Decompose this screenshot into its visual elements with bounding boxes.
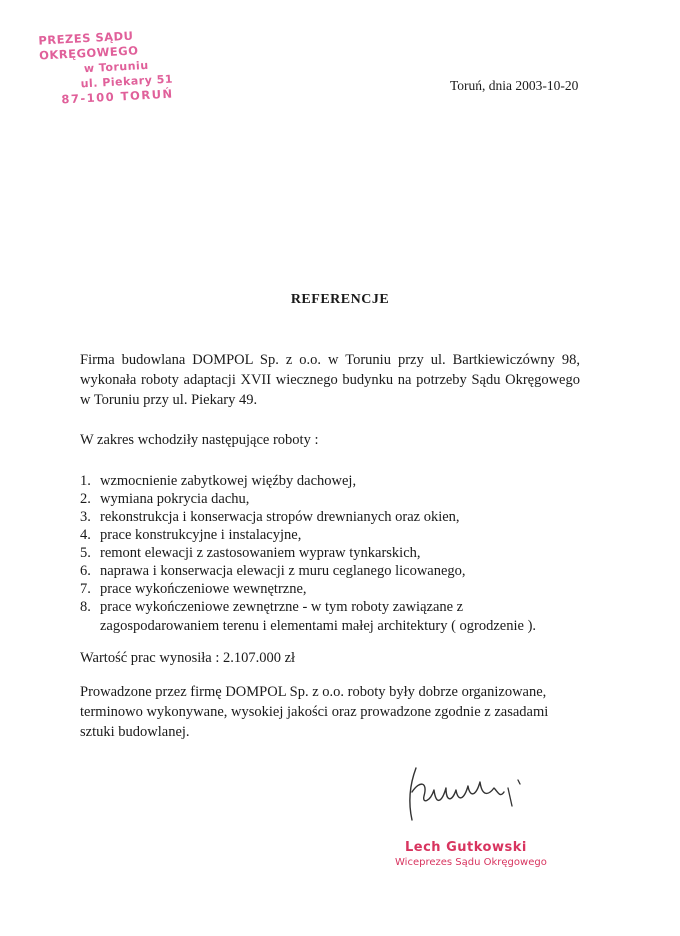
list-item — [80, 526, 580, 544]
list-item-text: wymiana pokrycia dachu, — [100, 491, 250, 507]
list-item-number: 2. — [80, 491, 91, 507]
letter-date: Toruń, dnia 2003-10-20 — [450, 78, 579, 93]
list-item-number: 8. — [80, 599, 91, 615]
signatory-name: Lech Gutkowski — [405, 840, 527, 855]
stamp-line-4: 87-100 TORUŃ — [61, 86, 174, 107]
signatory-role: Wiceprezes Sądu Okręgowego — [395, 857, 547, 868]
list-item — [80, 490, 580, 508]
letter-title: REFERENCJE — [290, 292, 390, 307]
list-item-text: naprawa i konserwacja elewacji z muru ceglanego licowanego, — [100, 563, 466, 579]
list-item-text: prace wykończeniowe zewnętrzne - w tym roboty zawiązane z — [100, 599, 464, 615]
stamp-line-1: PREZES SĄDU OKRĘGOWEGO — [37, 28, 139, 63]
works-list — [80, 472, 580, 636]
signatory-stamp — [395, 840, 565, 868]
intro-paragraph: Firma budowlana DOMPOL Sp. z o.o. w Toruniu przy ul. Bartkiewiczówny 98, wykonała roboty adaptacji XVII wiecznego budynku na potrzeby Sądu Okręgowego w Toruniu przy ul. Piekary 49. — [80, 352, 580, 408]
list-item-number: 1. — [80, 473, 91, 489]
list-item-number: 7. — [80, 581, 91, 597]
list-item-number: 4. — [80, 527, 91, 543]
scope-paragraph: W zakres wchodziły następujące roboty : — [80, 432, 319, 448]
list-item-number: 5. — [80, 545, 91, 561]
list-item-text: wzmocnienie zabytkowej więźby dachowej, — [100, 473, 357, 489]
list-item-text: rekonstrukcja i konserwacja stropów drewnianych oraz okien, — [100, 509, 460, 525]
list-item-text: prace konstrukcyjne i instalacyjne, — [100, 527, 302, 543]
list-item-continuation: zagospodarowaniem terenu i elementami małej architektury ( ogrodzenie ). — [100, 618, 537, 634]
list-item-text: prace wykończeniowe wewnętrzne, — [100, 581, 307, 597]
list-item-number: 3. — [80, 509, 91, 525]
list-item — [80, 544, 580, 562]
list-item — [80, 472, 580, 490]
handwritten-signature — [402, 762, 542, 826]
contract-value: Wartość prac wynosiła : 2.107.000 zł — [80, 650, 296, 666]
list-item — [80, 562, 580, 580]
stamp-line-3: ul. Piekary 51 — [80, 72, 174, 91]
list-item — [80, 580, 580, 598]
list-item — [80, 598, 580, 616]
list-item-number: 6. — [80, 563, 91, 579]
stamp-line-2: w Toruniu — [83, 58, 149, 76]
list-item — [80, 508, 580, 526]
court-stamp — [30, 25, 204, 109]
list-item-text: remont elewacji z zastosowaniem wypraw tynkarskich, — [100, 545, 421, 561]
closing-paragraph: Prowadzone przez firmę DOMPOL Sp. z o.o. roboty były dobrze organizowane, terminowo wykonywane, wysokiej jakości oraz prowadzone zgodnie z zasadami sztuki budowlanej. — [80, 684, 549, 740]
